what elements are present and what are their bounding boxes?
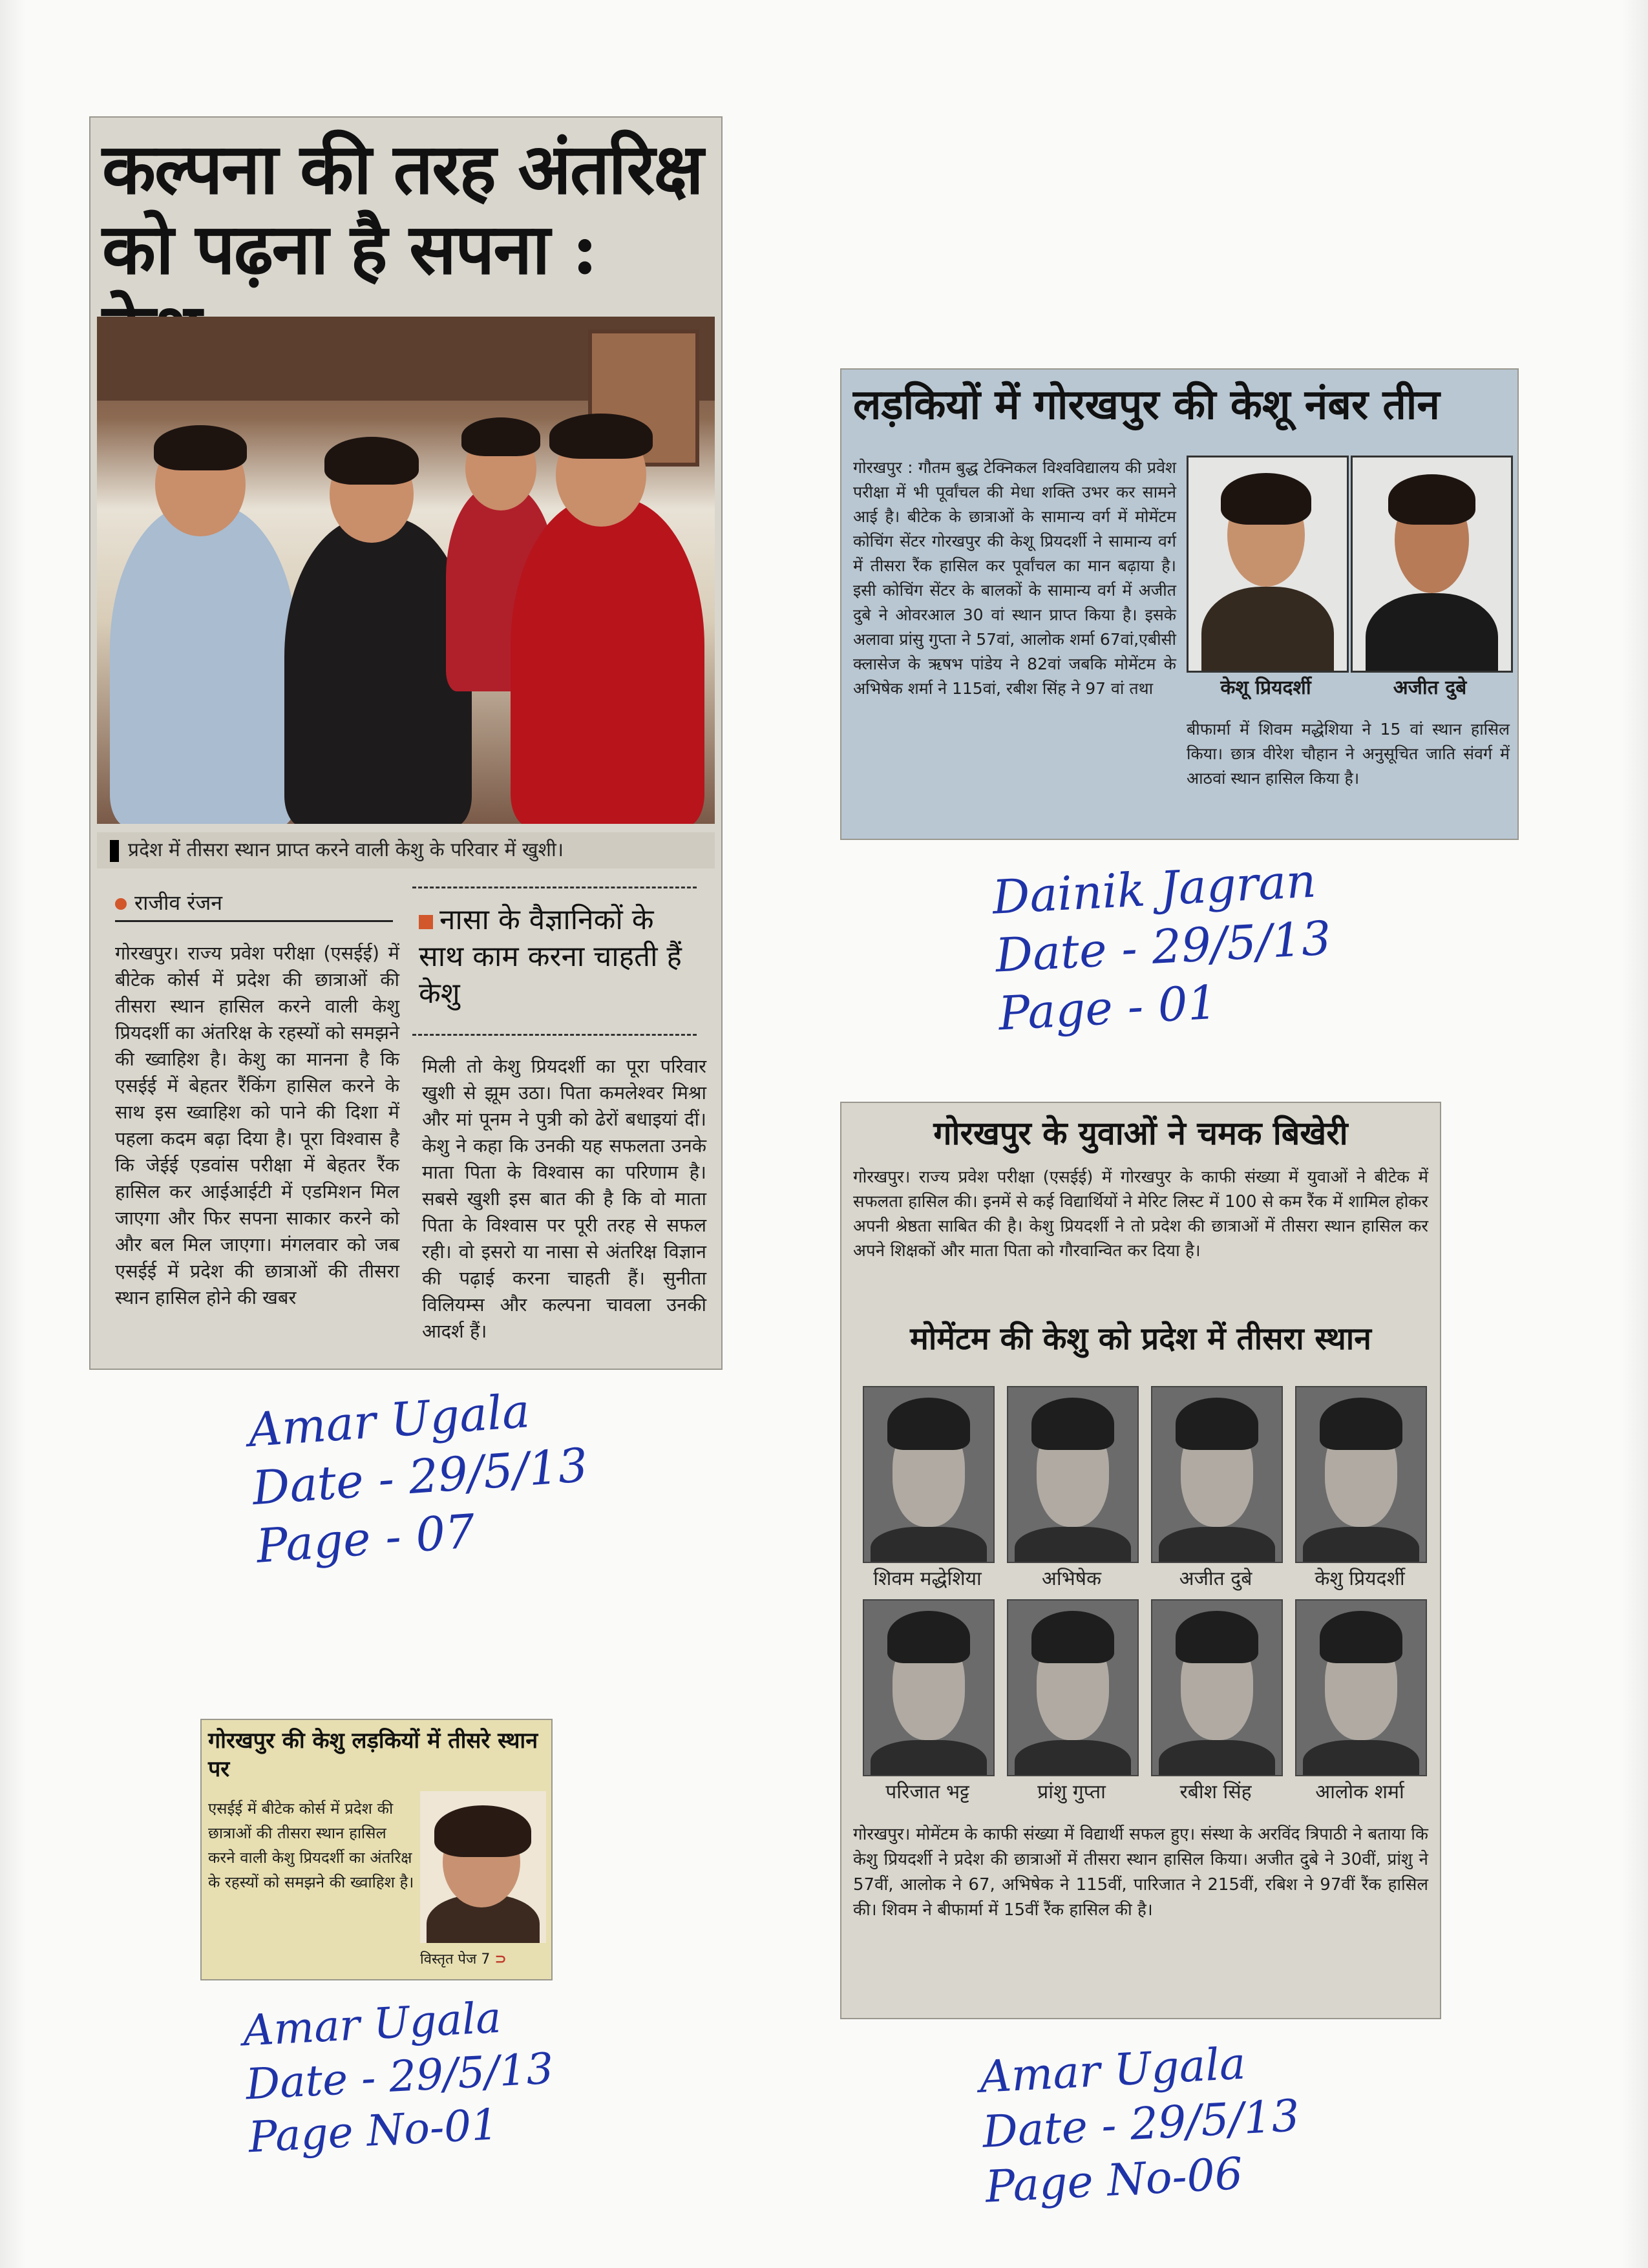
mugshot-name: रबीश सिंह bbox=[1179, 1781, 1252, 1803]
subhead-square-icon bbox=[419, 915, 433, 929]
clip2-headline: लड़कियों में गोरखपुर की केशू नंबर तीन bbox=[853, 381, 1440, 429]
mugshot-name: केशु प्रियदर्शी bbox=[1315, 1568, 1405, 1590]
clip1-byline-text: राजीव रंजन bbox=[134, 890, 222, 915]
photo-keshu-small bbox=[420, 1791, 546, 1943]
family-photo bbox=[97, 317, 715, 824]
mugshot-parijat bbox=[863, 1599, 995, 1776]
subhead-rule-top bbox=[412, 887, 697, 888]
clip4-more bbox=[420, 1949, 546, 1968]
clip-amar-ujala-family bbox=[89, 116, 723, 1370]
subhead-rule-bottom bbox=[412, 1034, 697, 1036]
clip4-headline: गोरखपुर की केशु लड़कियों में तीसरे स्थान पर bbox=[208, 1728, 538, 1782]
clip3-intro: गोरखपुर। राज्य प्रवेश परीक्षा (एसईई) में गोरखपुर के काफी संख्या में युवाओं ने बीटेक में सफलता हासिल की। इनमें से कई विद्यार्थियों ने मेरिट लिस्ट में 100 से कम रैंक में शामिल होकर अपनी श्रेष्ठता साबित की है। केशु प्रियदर्शी ने तो प्रदेश की छात्राओं में तीसरा स्थान हासिल कर अपने शिक्षकों और माता पिता को गौरवान्वित कर दिया है। bbox=[853, 1168, 1428, 1261]
clip4-more-text: विस्तृत पेज 7 bbox=[420, 1951, 491, 1968]
clip1-headline-line1: कल्पना की तरह अंतरिक्ष bbox=[102, 129, 703, 210]
mugshot-shivam bbox=[863, 1386, 995, 1563]
mugshot-alok bbox=[1295, 1599, 1427, 1776]
mugshot-name: अजीत दुबे bbox=[1179, 1568, 1252, 1590]
photo-ajeet-label: अजीत दुबे bbox=[1393, 677, 1467, 699]
clip3-subhead: मोमेंटम की केशु को प्रदेश में तीसरा स्थान bbox=[910, 1321, 1371, 1357]
clip1-byline bbox=[115, 888, 393, 922]
mugshot-pranshu bbox=[1007, 1599, 1139, 1776]
caption-marker bbox=[110, 840, 119, 862]
handwritten-note-amar-ujala-07: Amar Ugala Date - 29/5/13 Page - 07 bbox=[246, 1383, 590, 1573]
mugshot-name: परिजात भट्ट bbox=[885, 1781, 969, 1803]
mugshot-name: आलोक शर्मा bbox=[1315, 1781, 1404, 1803]
family-photo-caption bbox=[97, 832, 715, 868]
photo-keshu bbox=[1187, 456, 1349, 673]
clip4-body: एसईई में बीटेक कोर्स में प्रदेश की छात्राओं की तीसरा स्थान हासिल करने वाली केशु प्रियदर्शी का अंतरिक्ष के रहस्यों को समझने की ख्वाहिश है। bbox=[208, 1800, 414, 1891]
mugshot-abhishek bbox=[1007, 1386, 1139, 1563]
handwritten-note-dainik-jagran: Dainik Jagran Date - 29/5/13 Page - 01 bbox=[991, 853, 1333, 1041]
mugshot-name: शिवम मद्धेशिया bbox=[873, 1568, 982, 1590]
family-photo-caption-text: प्रदेश में तीसरा स्थान प्राप्त करने वाली केशु के परिवार में खुशी। bbox=[128, 839, 564, 861]
clip1-column-2: मिली तो केशु प्रियदर्शी का पूरा परिवार खुशी से झूम उठा। पिता कमलेश्वर मिश्रा और मां पूनम ने पुत्री को ढेरों बधाइयां दीं। केशु ने कहा कि उनकी यह सफलता उनके माता पिता के विश्वास का परिणाम है। सबसे खुशी इस बात की है कि वो माता पिता के विश्वास पर पूरी तरह से सफल रही। वो इसरो या नासा से अंतरिक्ष विज्ञान की पढ़ाई करना चाहती हैं। सुनीता विलियम्स और कल्पना चावला उनकी आदर्श हैं। bbox=[422, 1055, 706, 1342]
mugshot-name: प्रांशु गुप्ता bbox=[1037, 1781, 1106, 1803]
clip2-right-text: बीफार्मा में शिवम मद्धेशिया ने 15 वां स्थान हासिल किया। छात्र वीरेश चौहान ने अनुसूचित जाति संवर्ग में आठवां स्थान हासिल किया है। bbox=[1187, 720, 1510, 788]
clip1-headline-line2: को पढ़ना है सपना : bbox=[102, 209, 597, 291]
clip1-subhead bbox=[419, 901, 690, 1013]
mugshot-keshu bbox=[1295, 1386, 1427, 1563]
clip1-subhead-text: नासा के वैज्ञानिकों के साथ काम करना चाहती हैं केशु bbox=[419, 903, 682, 1011]
clip-amar-ujala-front bbox=[200, 1719, 553, 1980]
clip3-headline: गोरखपुर के युवाओं ने चमक बिखेरी bbox=[933, 1114, 1348, 1152]
mugshot-name: अभिषेक bbox=[1041, 1568, 1102, 1590]
photo-ajeet bbox=[1351, 456, 1513, 673]
arrow-icon: ⊃ bbox=[494, 1951, 507, 1968]
byline-dot-icon bbox=[115, 898, 127, 910]
clip-amar-ujala-group bbox=[840, 1102, 1441, 2019]
handwritten-note-amar-ujala-06: Amar Ugala Date - 29/5/13 Page No-06 bbox=[978, 2038, 1301, 2213]
mugshot-rabish bbox=[1151, 1599, 1283, 1776]
clip2-body: गोरखपुर : गौतम बुद्ध टेक्निकल विश्वविद्यालय की प्रवेश परीक्षा में भी पूर्वांचल की मेधा शक्ति उभर कर सामने आई है। बीटेक के छात्राओं के सामान्य वर्ग में मोमेंटम कोचिंग सेंटर गोरखपुर की केशू प्रियदर्शी ने सामान्य वर्ग में तीसरा रैंक हासिल कर पूर्वांचल का मान बढ़ाया है। इसी कोचिंग सेंटर के बालकों के सामान्य वर्ग में अजीत दुबे ने ओवरआल 30 वां स्थान प्राप्त किया है। इसके अलावा प्रांसु गुप्ता ने 57वां, आलोक शर्मा 67वां,एबीसी क्लासेज के ऋषभ पांडेय ने 82वां जबकि मोमेंटम के अभिषेक शर्मा ने 115वां, रबीश सिंह ने 97 वां तथा bbox=[853, 458, 1176, 698]
mugshot-ajeet bbox=[1151, 1386, 1283, 1563]
photo-keshu-label: केशू प्रियदर्शी bbox=[1220, 677, 1311, 699]
clip-dainik-jagran bbox=[840, 368, 1519, 840]
handwritten-note-amar-ujala-01: Amar Ugala Date - 29/5/13 Page No-01 bbox=[241, 1992, 555, 2163]
clip1-column-1: गोरखपुर। राज्य प्रवेश परीक्षा (एसईई) में बीटेक कोर्स में प्रदेश की छात्राओं की तीसरा स्थान हासिल करने वाली केशु प्रियदर्शी का अंतरिक्ष के रहस्यों को समझने की ख्वाहिश है। केशु का मानना है कि एसईई में बेहतर रैंकिंग हासिल करने के साथ इस ख्वाहिश को पाने की दिशा में पहला कदम बढ़ा दिया है। पूरा विश्वास है कि जेईई एडवांस परीक्षा में बेहतर रैंक हासिल कर आईआईटी में एडमिशन मिल जाएगा और फिर सपना साकार करने को और बल मिल जाएगा। मंगलवार को जब एसईई में प्रदेश की छात्राओं की तीसरा स्थान हासिल होने की खबर bbox=[115, 942, 399, 1308]
clip3-bottom-text: गोरखपुर। मोमेंटम के काफी संख्या में विद्यार्थी सफल हुए। संस्था के अरविंद त्रिपाठी ने बताया कि केशु प्रियदर्शी ने प्रदेश की छात्राओं में तीसरा स्थान हासिल किया। अजीत दुबे ने 30वीं, प्रांशु ने 57वीं, आलोक ने 67, अभिषेक ने 115वीं, पारिजात ने 215वीं, रबिश ने 97वीं रैंक हासिल की। शिवम ने बीफार्मा में 15वीं रैंक हासिल की है। bbox=[853, 1825, 1428, 1920]
